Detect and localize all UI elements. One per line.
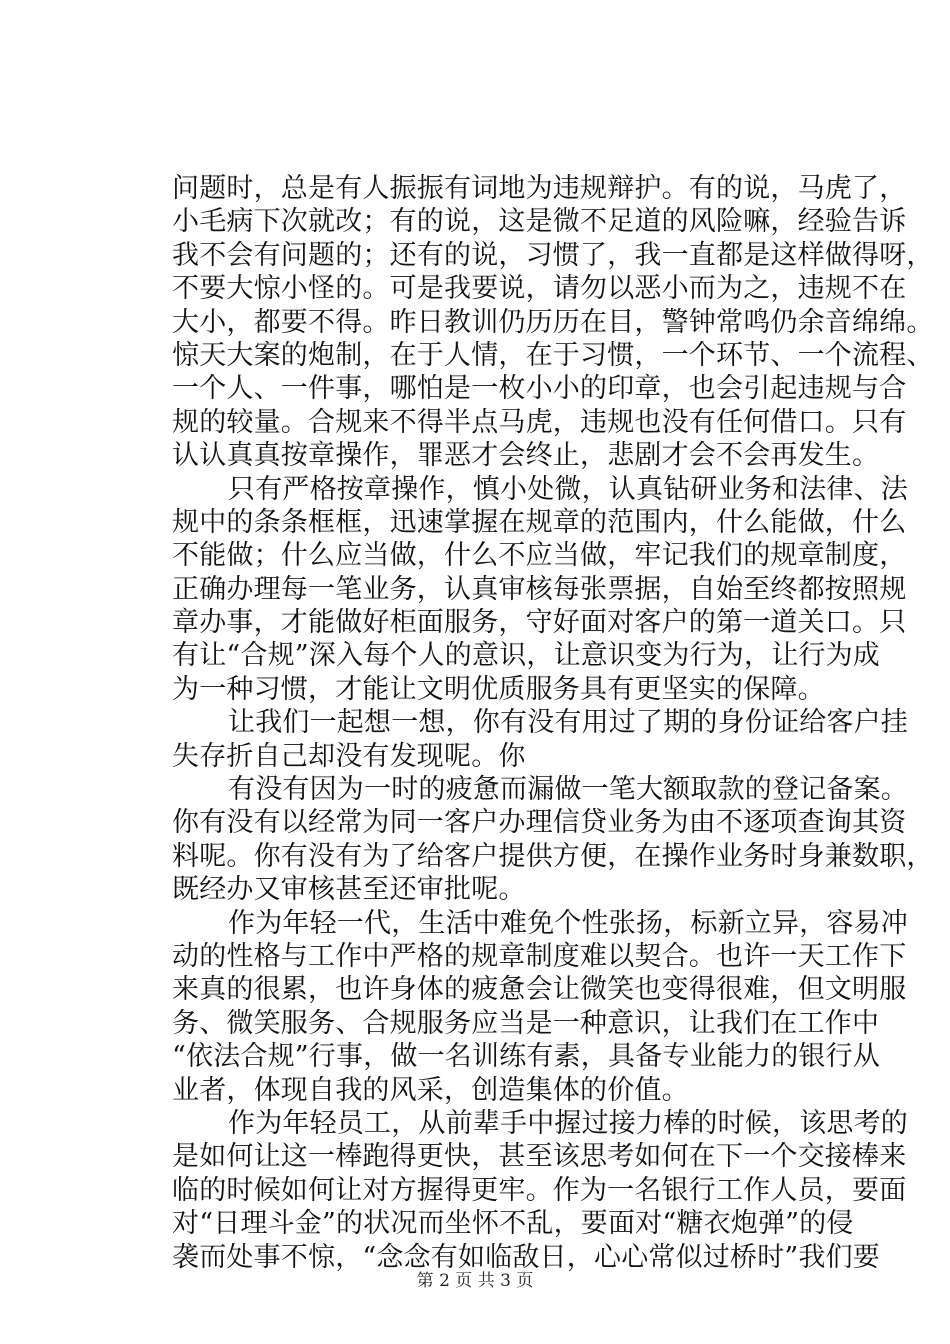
paragraph	[172, 473, 908, 707]
text-line: 不能做；什么应当做，什么不应当做，牢记我们的规章制度，	[172, 540, 907, 572]
text-line: 既经办又审核甚至还审批呢。	[172, 874, 526, 906]
paragraph	[172, 1107, 908, 1274]
text-line: 对“日理斗金”的状况而坐怀不乱，要面对“糖衣炮弹”的侵	[172, 1208, 854, 1240]
text-line: 务、微笑服务、合规服务应当是一种意识，让我们在工作中	[172, 1007, 880, 1039]
text-line: 规的较量。合规来不得半点马虎，违规也没有任何借口。只有	[172, 406, 907, 438]
text-line: 业者，体现自我的风采，创造集体的价值。	[172, 1074, 689, 1106]
text-line: 规中的条条框框，迅速掌握在规章的范围内，什么能做，什么	[172, 506, 907, 538]
text-line: 有没有因为一时的疲惫而漏做一笔大额取款的登记备案。	[228, 774, 908, 806]
paragraph	[172, 907, 908, 1107]
paragraph	[172, 706, 908, 773]
text-line: 不要大惊小怪的。可是我要说，请勿以恶小而为之，违规不在	[172, 273, 907, 305]
text-line: 我不会有问题的；还有的说，习惯了，我一直都是这样做得呀，	[172, 239, 934, 271]
paragraph	[172, 773, 934, 907]
text-line: 认认真真按章操作，罪恶才会终止，悲剧才会不会再发生。	[172, 440, 880, 472]
text-line: 临的时候如何让对方握得更牢。作为一名银行工作人员，要面	[172, 1174, 907, 1206]
text-line: 料呢。你有没有为了给客户提供方便，在操作业务时身兼数职，	[172, 840, 934, 872]
text-line: 作为年轻员工，从前辈手中握过接力棒的时候，该思考的	[228, 1107, 908, 1139]
text-line: 一个人、一件事，哪怕是一枚小小的印章，也会引起违规与合	[172, 373, 907, 405]
text-line: 来真的很累，也许身体的疲惫会让微笑也变得很难，但文明服	[172, 974, 907, 1006]
text-line: 只有严格按章操作，慎小处微，认真钻研业务和法律、法	[228, 473, 908, 505]
text-line: 作为年轻一代，生活中难免个性张扬，标新立异，容易冲	[228, 907, 908, 939]
text-line: 小毛病下次就改；有的说，这是微不足道的风险嘛，经验告诉	[172, 206, 907, 238]
text-line: 失存折自己却没有发现呢。你	[172, 740, 526, 772]
text-line: 你有没有以经常为同一客户办理信贷业务为由不逐项查询其资	[172, 807, 907, 839]
text-line: 为一种习惯，才能让文明优质服务具有更坚实的保障。	[172, 673, 825, 705]
page-footer: 第 2 页 共 3 页	[416, 1271, 534, 1291]
text-line: 大小，都要不得。昨日教训仍历历在目，警钟常鸣仍余音绵绵。	[172, 306, 934, 338]
paragraph	[172, 172, 934, 473]
text-line: 袭而处事不惊，“念念有如临敌日，心心常似过桥时”我们要	[172, 1241, 881, 1273]
text-line: 惊天大案的炮制，在于人情，在于习惯，一个环节、一个流程、	[172, 339, 934, 371]
text-line: 动的性格与工作中严格的规章制度难以契合。也许一天工作下	[172, 940, 907, 972]
text-line: 章办事，才能做好柜面服务，守好面对客户的第一道关口。只	[172, 607, 907, 639]
document-body	[172, 172, 934, 1274]
text-line: 有让“合规”深入每个人的意识，让意识变为行为，让行为成	[172, 640, 881, 672]
text-line: “依法合规”行事，做一名训练有素，具备专业能力的银行从	[172, 1041, 881, 1073]
text-line: 问题时，总是有人振振有词地为违规辩护。有的说，马虎了，	[172, 173, 907, 204]
text-line: 是如何让这一棒跑得更快，甚至该思考如何在下一个交接棒来	[172, 1141, 907, 1173]
text-line: 让我们一起想一想，你有没有用过了期的身份证给客户挂	[228, 707, 908, 739]
text-line: 正确办理每一笔业务，认真审核每张票据，自始至终都按照规	[172, 573, 907, 605]
